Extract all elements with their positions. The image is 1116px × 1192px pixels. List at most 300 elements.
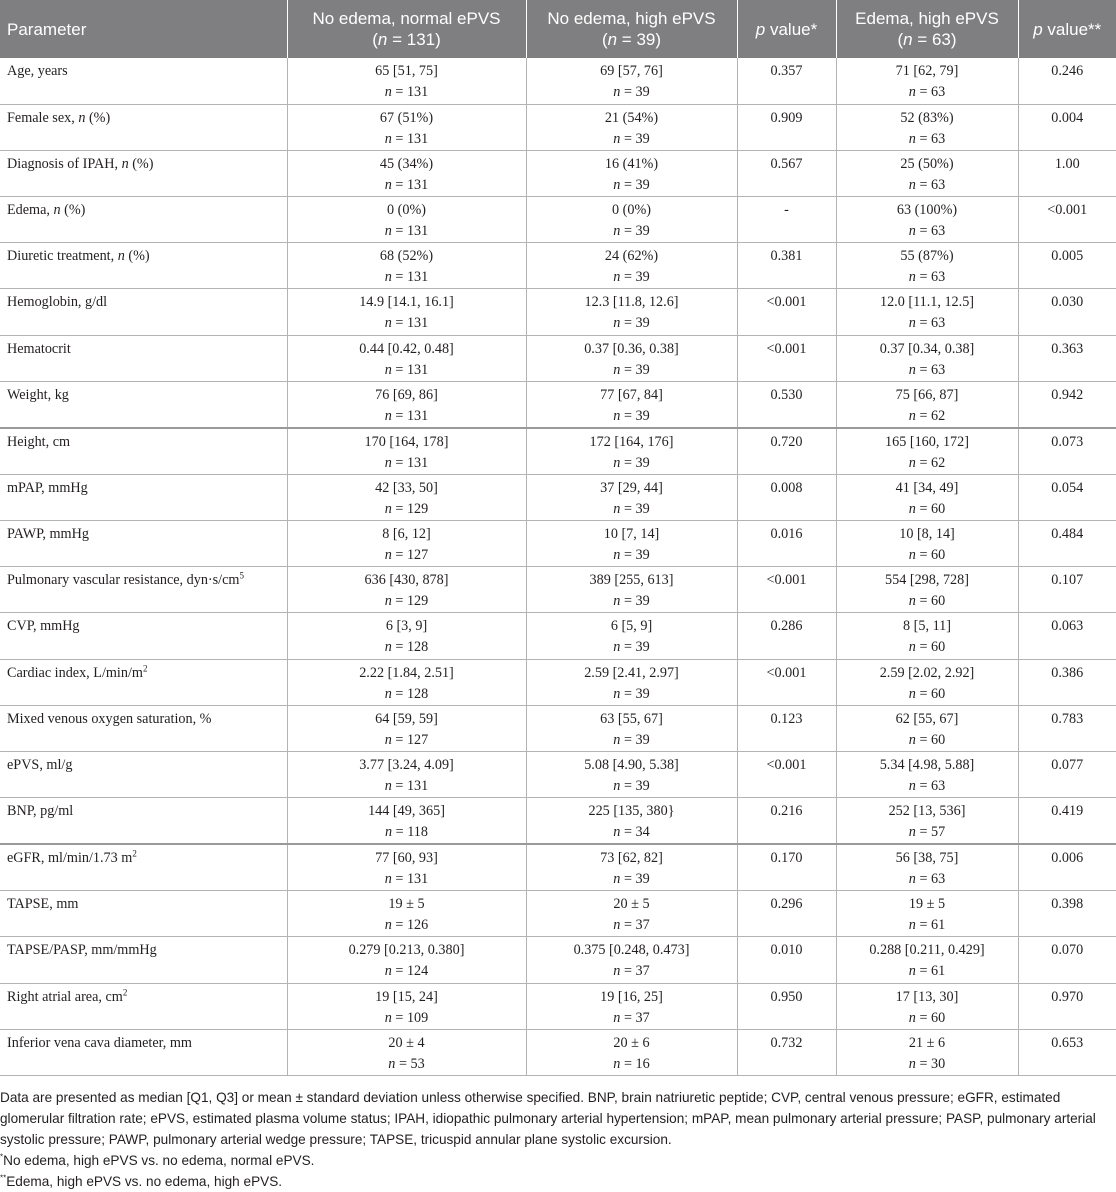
cell-p-value-1 — [737, 844, 836, 891]
cell-n-equals: = — [391, 223, 407, 240]
cell-n-equals: = — [391, 176, 407, 193]
cell-edema-high-epvs — [836, 289, 1018, 335]
cell-n-equals: = — [620, 593, 636, 610]
cell-parameter — [0, 243, 287, 289]
cell-n — [533, 267, 731, 288]
cell-n — [843, 776, 1012, 797]
cell-n — [843, 822, 1012, 843]
cell-n-italic: n — [613, 361, 621, 378]
cell-n — [533, 730, 731, 751]
p-value: 0.732 — [770, 1034, 803, 1051]
cell-n-equals: = — [915, 777, 931, 794]
cell-p-value-1 — [737, 705, 836, 751]
cell-n-italic: n — [908, 685, 916, 702]
cell-no-edema-high-epvs — [526, 428, 737, 475]
cell-parameter — [0, 428, 287, 475]
cell-p-value-1 — [737, 891, 836, 937]
cell-n-italic: n — [613, 593, 621, 610]
cell-n-equals: = — [620, 1055, 636, 1072]
cell-p-value-2 — [1018, 844, 1116, 891]
header-p1-italic: p — [755, 19, 766, 39]
cell-value: 75 [66, 87] — [895, 386, 959, 403]
cell-n-count: 39 — [635, 176, 650, 193]
cell-p-value-1 — [737, 659, 836, 705]
cell-no-edema-high-epvs — [526, 705, 737, 751]
cell-n-equals: = — [391, 1009, 407, 1026]
cell-value: 42 [33, 50] — [375, 479, 438, 496]
cell-n-count: 131 — [406, 777, 429, 794]
table-row — [0, 751, 1116, 797]
cell-n — [533, 221, 731, 242]
header-p-value-1 — [737, 0, 836, 58]
cell-p-value-1 — [737, 428, 836, 475]
cell-n-equals: = — [915, 361, 931, 378]
cell-n-count: 39 — [635, 593, 650, 610]
p-value: 0.077 — [1051, 756, 1084, 773]
p-value: 0.006 — [1051, 850, 1084, 867]
cell-value: 19 ± 5 — [908, 896, 946, 913]
cell-n-count: 62 — [931, 454, 946, 471]
cell-value: 37 [29, 44] — [600, 479, 663, 496]
cell-n-equals: = — [620, 917, 636, 934]
cell-p-value-2 — [1018, 150, 1116, 196]
cell-value: 554 [298, 728] — [885, 572, 969, 589]
cell-n-count: 37 — [635, 1009, 650, 1026]
p-value: 0.720 — [770, 433, 803, 450]
cell-no-edema-normal-epvs — [287, 798, 526, 845]
cell-parameter — [0, 798, 287, 845]
cell-n-italic: n — [613, 963, 621, 980]
cell-n-equals: = — [391, 963, 407, 980]
cell-n-count: 63 — [931, 777, 946, 794]
cell-p-value-2 — [1018, 705, 1116, 751]
p-value: 0.010 — [770, 942, 803, 959]
parameter-n-italic: n — [78, 109, 86, 126]
cell-n-italic: n — [908, 824, 916, 841]
cell-p-value-1 — [737, 983, 836, 1029]
cell-n-equals: = — [915, 547, 931, 563]
header-p2-label: value** — [1047, 19, 1102, 39]
parameter-n-italic: n — [121, 155, 129, 172]
table-row — [0, 381, 1116, 428]
parameter-superscript: 5 — [239, 570, 244, 581]
cell-p-value-1 — [737, 381, 836, 428]
cell-n-equals: = — [391, 407, 407, 424]
cell-n — [843, 915, 1012, 936]
cell-no-edema-normal-epvs — [287, 58, 526, 104]
cell-p-value-2 — [1018, 243, 1116, 289]
cell-value: 20 ± 4 — [388, 1034, 425, 1051]
cell-no-edema-high-epvs — [526, 798, 737, 845]
p-value: 1.00 — [1054, 155, 1080, 172]
parameter-label-tail: (%) — [128, 155, 154, 172]
cell-n-count: 127 — [406, 731, 429, 748]
cell-n — [294, 267, 520, 288]
cell-n-equals: = — [620, 269, 636, 286]
header-group2-label: No edema, high ePVS — [547, 9, 716, 28]
parameter-label: mPAP, mmHg — [7, 479, 88, 496]
header-p1-label: value* — [769, 19, 818, 39]
p-value: 0.909 — [770, 109, 803, 126]
cell-n-count: 63 — [931, 84, 946, 100]
cell-n-italic: n — [388, 1055, 396, 1072]
cell-n-italic: n — [384, 130, 392, 147]
table-row — [0, 937, 1116, 983]
cell-value: 14.9 [14.1, 16.1] — [359, 294, 454, 311]
cell-n — [294, 453, 520, 474]
cell-n-italic: n — [613, 639, 621, 656]
p-value: 0.357 — [770, 63, 803, 79]
header-parameter-label: Parameter — [7, 19, 87, 39]
cell-n-count: 39 — [635, 454, 650, 471]
p-value: 0.530 — [770, 386, 803, 403]
cell-n — [843, 869, 1012, 890]
parameter-label: Hemoglobin, g/dl — [7, 294, 108, 311]
cell-n-italic: n — [613, 871, 621, 888]
parameter-label-tail: (%) — [85, 109, 111, 126]
cell-n-equals: = — [391, 593, 407, 610]
cell-no-edema-normal-epvs — [287, 751, 526, 797]
cell-n-equals: = — [391, 500, 407, 517]
cell-n-count: 53 — [410, 1055, 425, 1072]
cell-n-italic: n — [908, 593, 916, 610]
cell-n-count: 109 — [406, 1009, 429, 1026]
cell-n — [294, 545, 520, 566]
header-no-edema-normal-epvs — [287, 0, 526, 58]
cell-value: 45 (34%) — [379, 155, 434, 172]
table-row — [0, 335, 1116, 381]
parameter-label: TAPSE/PASP, mm/mmHg — [7, 942, 157, 959]
cell-value: 20 ± 5 — [613, 896, 650, 913]
cell-n-italic: n — [908, 639, 916, 656]
cell-n-count: 63 — [931, 130, 946, 147]
cell-n-italic: n — [908, 84, 916, 100]
table-row — [0, 567, 1116, 613]
cell-n-count: 131 — [406, 454, 429, 471]
cell-n — [533, 313, 731, 334]
cell-p-value-1 — [737, 243, 836, 289]
cell-p-value-2 — [1018, 798, 1116, 845]
cell-n — [294, 129, 520, 150]
p-value: 0.398 — [1051, 896, 1084, 913]
cell-n-count: 34 — [635, 824, 650, 841]
cell-n-equals: = — [620, 361, 636, 378]
cell-parameter — [0, 613, 287, 659]
cell-edema-high-epvs — [836, 381, 1018, 428]
cell-n-equals: = — [915, 593, 931, 610]
cell-parameter — [0, 1029, 287, 1075]
cell-edema-high-epvs — [836, 937, 1018, 983]
p-value: 0.216 — [770, 803, 803, 820]
p-value: <0.001 — [766, 664, 807, 681]
parameter-label: Edema, — [7, 202, 54, 219]
cell-edema-high-epvs — [836, 1029, 1018, 1075]
cell-n-count: 60 — [931, 731, 946, 748]
cell-n-italic: n — [613, 547, 621, 563]
parameter-label-tail: (%) — [60, 202, 86, 219]
p-value: 0.296 — [770, 896, 803, 913]
cell-n-italic: n — [384, 777, 392, 794]
cell-parameter — [0, 474, 287, 520]
cell-n — [294, 637, 520, 658]
cell-no-edema-normal-epvs — [287, 150, 526, 196]
footnote-star1-mark: * — [0, 1152, 4, 1162]
p-value: 0.484 — [1051, 526, 1084, 542]
cell-edema-high-epvs — [836, 474, 1018, 520]
cell-n — [843, 267, 1012, 288]
cell-n-equals: = — [620, 315, 636, 332]
cell-n-italic: n — [613, 315, 621, 332]
footnote-main: Data are presented as median [Q1, Q3] or mean ± standard deviation unless otherwise specified. BNP, brain natriuretic peptide; CVP, central venous pressure; eGFR, estimated glomerular filtration rate; ePVS, estimated plasma volume status; IPAH, idiopathic pulmonary arterial hypertension; mPAP, mean pulmonary arterial pressure; PASP, pulmonary arterial systolic pressure; PAWP, pulmonary arterial wedge pressure; TAPSE, tricuspid annular plane systolic excursion. — [0, 1090, 1096, 1147]
cell-edema-high-epvs — [836, 335, 1018, 381]
cell-n-italic: n — [384, 269, 392, 286]
cell-value: 77 [60, 93] — [375, 850, 438, 867]
cell-no-edema-normal-epvs — [287, 381, 526, 428]
parameter-superscript: 2 — [122, 986, 128, 997]
cell-value: 71 [62, 79] — [895, 63, 959, 79]
cell-n-italic: n — [908, 315, 916, 332]
p-value: 0.073 — [1051, 433, 1084, 450]
cell-n-italic: n — [613, 84, 621, 100]
cell-edema-high-epvs — [836, 613, 1018, 659]
cell-value: 63 (100%) — [896, 202, 958, 219]
cell-n-equals: = — [620, 685, 636, 702]
cell-parameter — [0, 659, 287, 705]
cell-n-italic: n — [908, 176, 916, 193]
cell-p-value-2 — [1018, 567, 1116, 613]
cell-no-edema-normal-epvs — [287, 197, 526, 243]
cell-value: 0.375 [0.248, 0.473] — [573, 942, 690, 959]
cell-p-value-1 — [737, 1029, 836, 1075]
table-row — [0, 844, 1116, 891]
cell-p-value-1 — [737, 104, 836, 150]
cell-n-equals: = — [620, 1009, 636, 1026]
cell-p-value-2 — [1018, 1029, 1116, 1075]
cell-p-value-1 — [737, 58, 836, 104]
parameter-label: Pulmonary vascular resistance, dyn·s/cm — [7, 572, 240, 589]
cell-n-count: 60 — [931, 547, 946, 563]
cell-n-italic: n — [908, 777, 916, 794]
p-value: <0.001 — [1047, 202, 1088, 219]
cell-value: 63 [55, 67] — [600, 710, 663, 727]
cell-n-italic: n — [384, 731, 392, 748]
cell-no-edema-high-epvs — [526, 613, 737, 659]
footnote-star1 — [0, 1150, 1110, 1171]
parameter-label: Female sex, — [7, 109, 79, 126]
header-p-value-2 — [1018, 0, 1116, 58]
cell-n — [533, 776, 731, 797]
cell-value: 25 (50%) — [900, 155, 954, 172]
cell-n-italic: n — [908, 917, 916, 934]
header-group3-n: (n = 63) — [897, 30, 957, 49]
cell-value: 41 [34, 49] — [895, 479, 959, 496]
cell-value: 636 [430, 878] — [364, 572, 449, 589]
cell-n-count: 63 — [931, 223, 946, 240]
cell-value: 6 [3, 9] — [385, 618, 428, 635]
cell-p-value-2 — [1018, 289, 1116, 335]
cell-n-equals: = — [620, 223, 636, 240]
cell-n-equals: = — [391, 454, 407, 471]
cell-no-edema-high-epvs — [526, 104, 737, 150]
p-value: 0.063 — [1051, 618, 1084, 635]
cell-p-value-1 — [737, 289, 836, 335]
cell-n-count: 60 — [931, 639, 946, 656]
cell-n-count: 131 — [406, 130, 429, 147]
cell-no-edema-normal-epvs — [287, 983, 526, 1029]
parameter-label: Mixed venous oxygen saturation, % — [7, 710, 212, 727]
cell-n-count: 63 — [931, 871, 946, 888]
cell-n-count: 63 — [931, 361, 946, 378]
cell-n-italic: n — [613, 176, 621, 193]
cell-n-italic: n — [613, 269, 621, 286]
cell-n-count: 39 — [635, 407, 650, 424]
cell-n-equals: = — [395, 1055, 411, 1072]
cell-value: 10 [7, 14] — [603, 526, 660, 542]
cell-no-edema-high-epvs — [526, 751, 737, 797]
cell-n — [294, 869, 520, 890]
cell-n-italic: n — [613, 454, 621, 471]
cell-n-equals: = — [620, 130, 636, 147]
cell-no-edema-high-epvs — [526, 1029, 737, 1075]
cell-n-equals: = — [391, 84, 407, 100]
cell-n — [533, 684, 731, 705]
cell-n-italic: n — [384, 454, 392, 471]
p-value: 0.419 — [1051, 803, 1084, 820]
cell-n-italic: n — [908, 454, 916, 471]
cell-n-equals: = — [620, 963, 636, 980]
cell-n — [843, 1008, 1012, 1029]
cell-n-italic: n — [385, 824, 393, 841]
cell-value: 0.279 [0.213, 0.380] — [348, 942, 465, 959]
cell-n — [294, 499, 520, 520]
cell-no-edema-normal-epvs — [287, 1029, 526, 1075]
cell-n-italic: n — [908, 731, 916, 748]
cell-n — [843, 1054, 1012, 1075]
cell-value: 19 ± 5 — [388, 896, 425, 913]
cell-value: 225 [135, 380} — [588, 803, 675, 820]
cell-n — [533, 453, 731, 474]
cell-value: 24 (62%) — [604, 248, 659, 265]
cell-n — [294, 822, 520, 843]
cell-n-equals: = — [915, 223, 931, 240]
cell-n — [533, 499, 731, 520]
cell-parameter — [0, 197, 287, 243]
cell-n-italic: n — [908, 269, 916, 286]
cell-n — [843, 360, 1012, 381]
cell-p-value-2 — [1018, 428, 1116, 475]
cell-n-equals: = — [391, 130, 407, 147]
cell-parameter — [0, 891, 287, 937]
cell-n-italic: n — [613, 917, 621, 934]
cell-edema-high-epvs — [836, 659, 1018, 705]
cell-n — [294, 175, 520, 196]
p-value: 0.123 — [770, 710, 803, 727]
p-value: 0.783 — [1051, 710, 1084, 727]
cell-n-count: 131 — [406, 223, 429, 240]
cell-n-equals: = — [391, 361, 407, 378]
cell-value: 0.37 [0.34, 0.38] — [879, 340, 975, 357]
cell-n — [533, 869, 731, 890]
cell-n-equals: = — [915, 685, 931, 702]
cell-n-count: 39 — [635, 777, 650, 794]
table-row — [0, 798, 1116, 845]
header-row — [0, 0, 1116, 58]
cell-p-value-1 — [737, 613, 836, 659]
p-value: 0.054 — [1051, 479, 1084, 496]
cell-parameter — [0, 104, 287, 150]
cell-n-italic: n — [384, 547, 392, 563]
parameter-superscript: 2 — [142, 662, 148, 673]
cell-n — [843, 453, 1012, 474]
p-value: <0.001 — [766, 572, 807, 589]
cell-n-italic: n — [613, 130, 621, 147]
cell-n-equals: = — [391, 685, 407, 702]
cell-p-value-1 — [737, 521, 836, 567]
cell-edema-high-epvs — [836, 705, 1018, 751]
cell-p-value-2 — [1018, 58, 1116, 104]
cell-n-count: 39 — [635, 500, 650, 517]
cell-p-value-1 — [737, 474, 836, 520]
cell-n-equals: = — [620, 407, 636, 424]
cell-p-value-2 — [1018, 474, 1116, 520]
cell-p-value-1 — [737, 937, 836, 983]
cell-edema-high-epvs — [836, 983, 1018, 1029]
p-value: 0.386 — [1051, 664, 1084, 681]
p-value: <0.001 — [766, 340, 807, 357]
cell-n — [843, 961, 1012, 982]
cell-n — [843, 545, 1012, 566]
parameter-label: PAWP, mmHg — [7, 526, 89, 542]
cell-no-edema-normal-epvs — [287, 891, 526, 937]
table-row — [0, 659, 1116, 705]
cell-n — [843, 499, 1012, 520]
table-row — [0, 428, 1116, 475]
parameter-n-italic: n — [117, 248, 125, 265]
cell-n-equals: = — [915, 500, 931, 517]
p-value: 0.170 — [770, 850, 803, 867]
cell-p-value-1 — [737, 197, 836, 243]
cell-n-equals: = — [620, 176, 636, 193]
parameter-label: Height, cm — [7, 433, 71, 450]
parameter-label: Diagnosis of IPAH, — [7, 155, 122, 172]
table-row — [0, 150, 1116, 196]
cell-edema-high-epvs — [836, 567, 1018, 613]
cell-n-count: 118 — [407, 824, 428, 841]
cell-n-count: 129 — [406, 593, 429, 610]
cell-no-edema-normal-epvs — [287, 521, 526, 567]
cell-value: 0.37 [0.36, 0.38] — [584, 340, 679, 357]
cell-p-value-2 — [1018, 197, 1116, 243]
cell-n-equals: = — [391, 269, 407, 286]
cell-n-count: 131 — [406, 871, 429, 888]
cell-n-equals: = — [391, 917, 407, 934]
cell-value: 73 [62, 82] — [600, 850, 663, 867]
parameter-label: Diuretic treatment, — [7, 248, 118, 265]
cell-n-italic: n — [384, 685, 392, 702]
cell-n-italic: n — [908, 223, 916, 240]
p-value: 0.070 — [1051, 942, 1084, 959]
cell-n — [533, 545, 731, 566]
cell-value: 12.3 [11.8, 12.6] — [584, 294, 679, 311]
cell-edema-high-epvs — [836, 798, 1018, 845]
p-value: - — [784, 202, 789, 219]
cell-n-italic: n — [908, 1055, 916, 1072]
cell-value: 19 [15, 24] — [375, 988, 438, 1005]
cell-n-count: 57 — [931, 824, 946, 841]
cell-value: 5.08 [4.90, 5.38] — [584, 756, 679, 773]
cell-p-value-1 — [737, 150, 836, 196]
cell-edema-high-epvs — [836, 751, 1018, 797]
